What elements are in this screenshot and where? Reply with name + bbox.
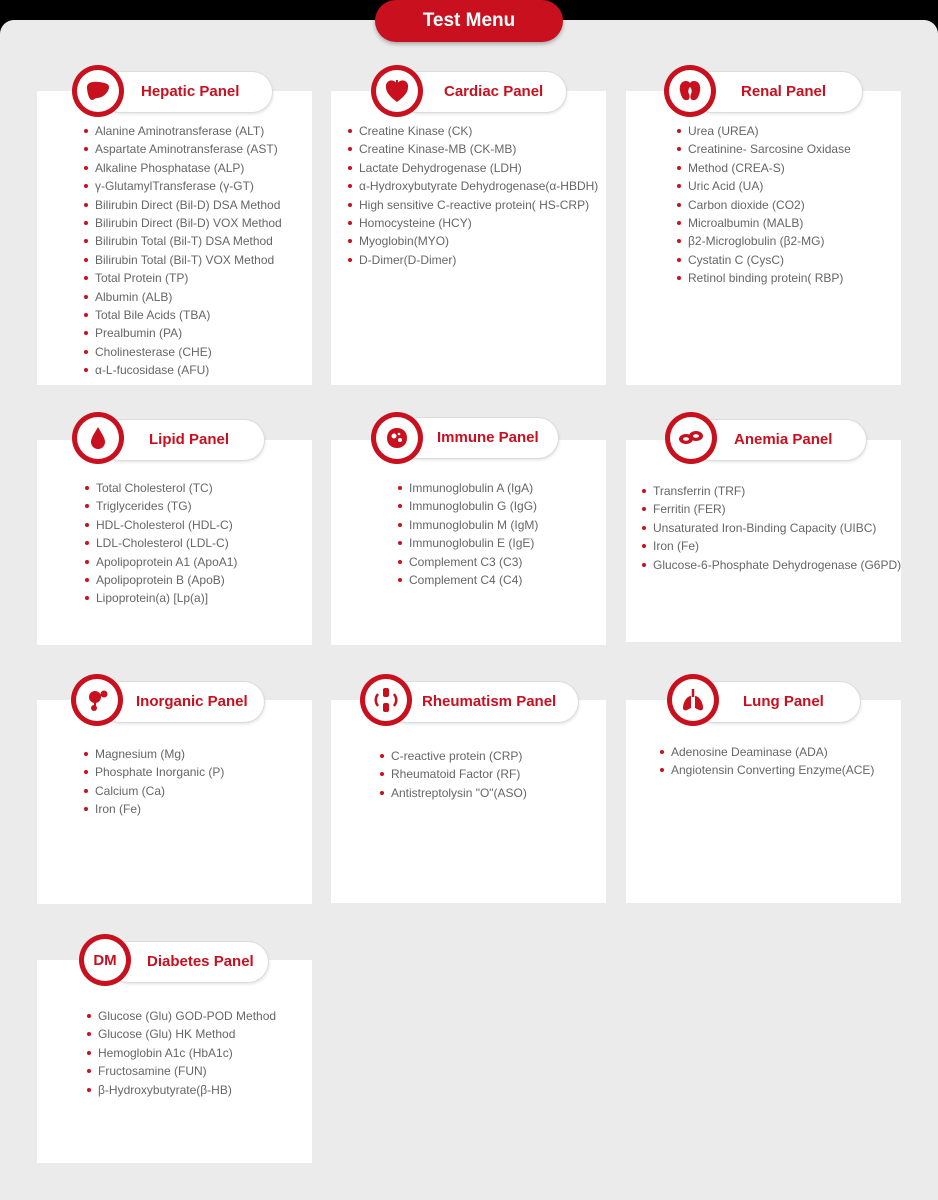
list-item: Homocysteine (HCY) [348, 214, 598, 232]
list-item: Urea (UREA) [677, 122, 851, 140]
list-item: α-L-fucosidase (AFU) [84, 361, 282, 379]
list-item: Bilirubin Total (Bil-T) DSA Method [84, 232, 282, 250]
list-item: α-Hydroxybutyrate Dehydrogenase(α-HBDH) [348, 177, 598, 195]
list-item: Bilirubin Total (Bil-T) VOX Method [84, 251, 282, 269]
list-item: Glucose (Glu) HK Method [87, 1025, 276, 1043]
list-item: Immunoglobulin E (IgE) [398, 534, 538, 552]
list-item: Calcium (Ca) [84, 782, 224, 800]
list-item: Alkaline Phosphatase (ALP) [84, 159, 282, 177]
list-item: Albumin (ALB) [84, 288, 282, 306]
list-item: Aspartate Aminotransferase (AST) [84, 140, 282, 158]
list-item: Adenosine Deaminase (ADA) [660, 743, 874, 761]
test-list [348, 122, 598, 269]
list-item: Bilirubin Direct (Bil-D) VOX Method [84, 214, 282, 232]
list-item: Creatine Kinase (CK) [348, 122, 598, 140]
list-item: Unsaturated Iron-Binding Capacity (UIBC) [642, 519, 901, 537]
list-item: Alanine Aminotransferase (ALT) [84, 122, 282, 140]
list-item: HDL-Cholesterol (HDL-C) [85, 516, 237, 534]
liver-icon [72, 65, 124, 117]
cell-icon [371, 412, 423, 464]
blood-cells-icon [665, 412, 717, 464]
list-item: Immunoglobulin M (IgM) [398, 516, 538, 534]
panel-title: Diabetes Panel [147, 953, 254, 970]
list-item: Fructosamine (FUN) [87, 1062, 276, 1080]
list-item: Triglycerides (TG) [85, 497, 237, 515]
test-list [677, 122, 851, 288]
test-list [85, 479, 237, 608]
list-item: Magnesium (Mg) [84, 745, 224, 763]
page-title: Test Menu [375, 0, 563, 42]
test-list [380, 747, 527, 802]
list-item: High sensitive C-reactive protein( HS-CRP) [348, 196, 598, 214]
list-item: Lipoprotein(a) [Lp(a)] [85, 589, 237, 607]
list-item: Rheumatoid Factor (RF) [380, 765, 527, 783]
list-item: Antistreptolysin "O"(ASO) [380, 784, 527, 802]
list-item: Ferritin (FER) [642, 500, 901, 518]
list-item: Angiotensin Converting Enzyme(ACE) [660, 761, 874, 779]
lungs-icon [667, 674, 719, 726]
dm-icon-label: DM [93, 951, 117, 969]
list-item: Prealbumin (PA) [84, 324, 282, 342]
list-item: β-Hydroxybutyrate(β-HB) [87, 1081, 276, 1099]
panel-title: Renal Panel [741, 83, 827, 100]
panel-title: Anemia Panel [734, 431, 833, 448]
list-item: D-Dimer(D-Dimer) [348, 251, 598, 269]
molecule-icon [71, 674, 123, 726]
list-item: Myoglobin(MYO) [348, 232, 598, 250]
heart-icon [371, 65, 423, 117]
list-item: Creatinine- Sarcosine Oxidase [677, 140, 851, 158]
joint-icon [360, 674, 412, 726]
list-item: Total Protein (TP) [84, 269, 282, 287]
list-item: Total Bile Acids (TBA) [84, 306, 282, 324]
list-item: Uric Acid (UA) [677, 177, 851, 195]
test-list [642, 482, 901, 574]
list-item: Retinol binding protein( RBP) [677, 269, 851, 287]
test-list [84, 745, 224, 819]
list-item: Apolipoprotein B (ApoB) [85, 571, 237, 589]
list-item: C-reactive protein (CRP) [380, 747, 527, 765]
list-item: Cystatin C (CysC) [677, 251, 851, 269]
panel-title: Cardiac Panel [444, 83, 544, 100]
list-item: LDL-Cholesterol (LDL-C) [85, 534, 237, 552]
list-item: Carbon dioxide (CO2) [677, 196, 851, 214]
test-list [84, 122, 282, 379]
list-item: Method (CREA-S) [677, 159, 851, 177]
panel-title: Rheumatism Panel [422, 693, 557, 710]
drop-icon [72, 412, 124, 464]
list-item: γ-GlutamylTransferase (γ-GT) [84, 177, 282, 195]
list-item: Transferrin (TRF) [642, 482, 901, 500]
list-item: Cholinesterase (CHE) [84, 343, 282, 361]
list-item: Complement C4 (C4) [398, 571, 538, 589]
list-item: Complement C3 (C3) [398, 553, 538, 571]
list-item: Hemoglobin A1c (HbA1c) [87, 1044, 276, 1062]
list-item: Glucose (Glu) GOD-POD Method [87, 1007, 276, 1025]
list-item: Immunoglobulin G (IgG) [398, 497, 538, 515]
list-item: Iron (Fe) [84, 800, 224, 818]
list-item: Immunoglobulin A (IgA) [398, 479, 538, 497]
panel-title: Lipid Panel [149, 431, 230, 448]
list-item: Phosphate Inorganic (P) [84, 763, 224, 781]
kidney-icon [664, 65, 716, 117]
list-item: Bilirubin Direct (Bil-D) DSA Method [84, 196, 282, 214]
dm-icon [79, 934, 131, 986]
list-item: Apolipoprotein A1 (ApoA1) [85, 553, 237, 571]
list-item: β2-Microglobulin (β2-MG) [677, 232, 851, 250]
panel-card [626, 700, 901, 903]
list-item: Total Cholesterol (TC) [85, 479, 237, 497]
test-list [87, 1007, 276, 1099]
panel-title: Lung Panel [743, 693, 824, 710]
list-item: Iron (Fe) [642, 537, 901, 555]
list-item: Microalbumin (MALB) [677, 214, 851, 232]
test-list [398, 479, 538, 589]
test-list [660, 743, 874, 780]
panel-title: Immune Panel [437, 429, 539, 446]
list-item: Glucose-6-Phosphate Dehydrogenase (G6PD) [642, 556, 901, 574]
list-item: Lactate Dehydrogenase (LDH) [348, 159, 598, 177]
panel-title: Hepatic Panel [141, 83, 240, 100]
panel-title: Inorganic Panel [136, 693, 248, 710]
list-item: Creatine Kinase-MB (CK-MB) [348, 140, 598, 158]
